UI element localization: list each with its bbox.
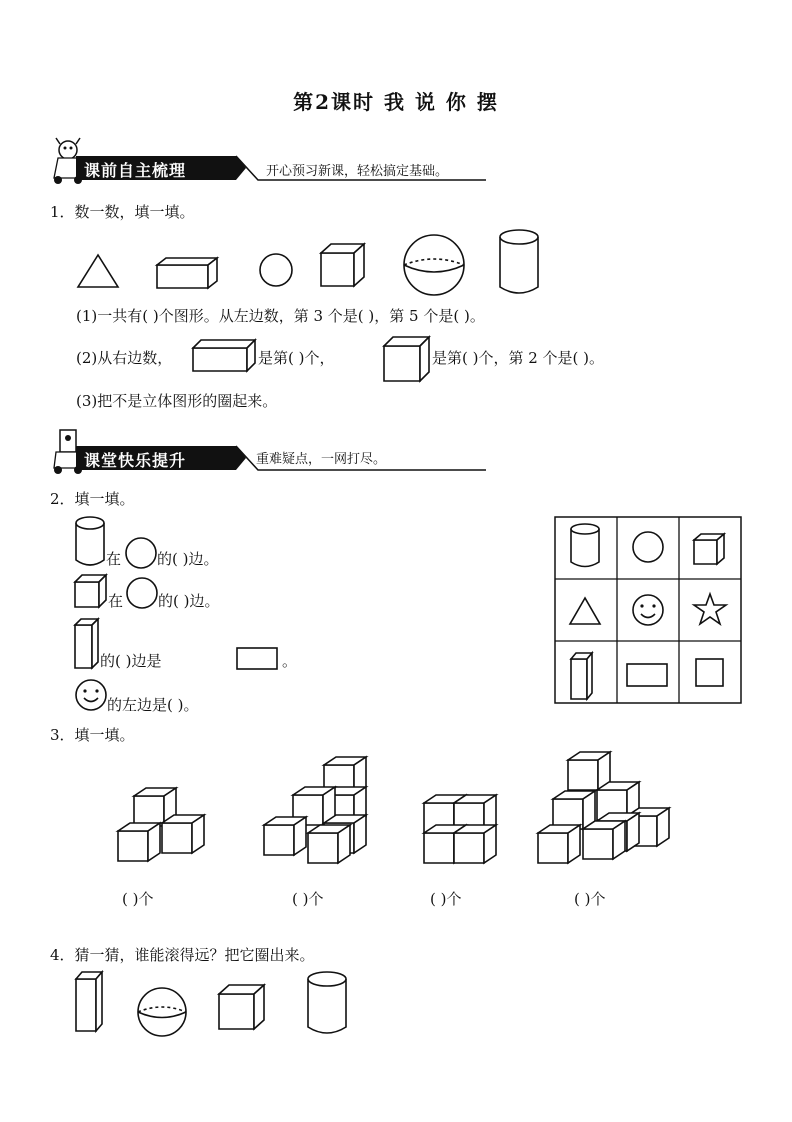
smiley-face-icon	[74, 678, 110, 714]
cube-icon	[219, 985, 264, 1029]
circle-icon	[260, 254, 292, 286]
cube-stack-1	[118, 788, 204, 861]
circle-icon	[124, 536, 160, 572]
cylinder-icon	[571, 524, 599, 567]
section-banner-preview	[46, 138, 486, 188]
position-grid	[554, 516, 744, 706]
rectangle-icon	[236, 646, 280, 672]
banner-label: 课堂快乐提升	[84, 451, 187, 470]
banner-slogan: 重难疑点，一网打尽。	[256, 452, 387, 467]
cylinder-icon	[308, 972, 346, 1033]
q2-row2-in: 在	[108, 592, 124, 610]
q1-line-2c: 是第( )个，第 2 个是( )。	[432, 349, 605, 367]
q1-line-3: (3)把不是立体图形的圈起来。	[76, 392, 278, 410]
q2-row3-end: 。	[282, 652, 298, 670]
q2-row3-blank: 的( )边是	[100, 652, 162, 670]
cube-icon	[73, 573, 109, 611]
q1-line-2b: 是第( )个，	[258, 349, 335, 367]
cube-icon	[382, 334, 432, 384]
cube-stacks	[0, 745, 792, 875]
cylinder-icon	[500, 230, 538, 293]
cube-stack-2	[264, 757, 366, 863]
section-banner-practice	[46, 428, 486, 478]
question-1-heading: 1．数一数，填一填。	[50, 203, 195, 221]
question-4-heading: 4．猜一猜，谁能滚得远？把它圈出来。	[50, 946, 315, 964]
tall-cuboid-icon	[571, 653, 592, 699]
banner-slogan: 开心预习新课，轻松搞定基础。	[266, 164, 449, 179]
smiley-face-icon	[633, 595, 663, 625]
circle-icon	[125, 576, 161, 612]
circle-icon	[633, 532, 663, 562]
q1-line-1: (1)一共有( )个图形。从左边数，第 3 个是( )，第 5 个是( )。	[76, 307, 485, 325]
question-2-heading: 2．填一填。	[50, 490, 135, 508]
q1-line-2a: (2)从右边数，	[76, 349, 173, 367]
q3-blank-3: ( )个	[430, 890, 462, 908]
sphere-icon	[404, 235, 464, 295]
cube-icon	[694, 534, 724, 564]
q2-row1-blank: 的( )边。	[157, 550, 219, 568]
q2-row1-in: 在	[106, 550, 122, 568]
q1-shapes-row	[0, 225, 792, 300]
rectangle-icon	[627, 664, 667, 686]
q3-blank-4: ( )个	[574, 890, 606, 908]
q2-row2-blank: 的( )边。	[158, 592, 220, 610]
cuboid-icon	[157, 258, 217, 288]
q3-blank-1: ( )个	[122, 890, 154, 908]
cube-stack-4	[538, 752, 669, 863]
cube-icon	[321, 244, 364, 286]
tall-cuboid-icon	[73, 617, 101, 671]
page-title: 第2课时 我 说 你 摆	[293, 90, 499, 114]
sphere-icon	[138, 988, 186, 1036]
q2-row4: 的左边是( )。	[107, 696, 199, 714]
q4-shapes-row	[0, 965, 792, 1040]
triangle-icon	[78, 255, 118, 287]
question-3-heading: 3．填一填。	[50, 726, 135, 744]
banner-label: 课前自主梳理	[84, 161, 187, 180]
q3-blank-2: ( )个	[292, 890, 324, 908]
cuboid-icon	[191, 338, 259, 374]
cube-stack-3	[424, 795, 496, 863]
cylinder-icon	[74, 514, 108, 570]
square-icon	[696, 659, 723, 686]
tall-cuboid-icon	[76, 972, 102, 1031]
